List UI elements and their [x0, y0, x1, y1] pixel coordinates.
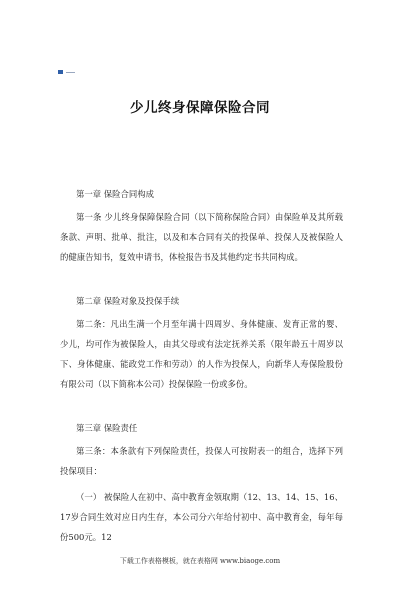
chapter-2-heading: 第二章 保险对象及投保手续 [76, 296, 180, 306]
article-3: 第三条：本条款有下列保险责任，投保人可按附表一的组合，选择下列投保项目： [60, 446, 343, 476]
chapter-3-heading: 第三章 保险责任 [76, 423, 138, 433]
article-1: 第一条 少儿终身保障保险合同（以下简称保险合同）由保险单及其所载条款、声明、批单、批注，以及和本合同有关的投保单、投保人及被保险人的健康告知书，复效申请书，体检报告书及其他约定书共同构成。 [60, 212, 343, 262]
chapter-1-heading: 第一章 保险合同构成 [76, 189, 155, 199]
page-footer: 下载工作表格模板，就在表格网 www.biaoge.com [119, 557, 281, 565]
clause-1: （一） 被保险人在初中、高中教育金领取期（12、13、14、15、16、17岁合同生效对应日内生存，本公司分六年给付初中、高中教育金，每年每份500元。12 [60, 492, 343, 542]
logo-line-icon [66, 72, 75, 73]
header-logo-mark [58, 70, 75, 74]
document-body [60, 188, 343, 547]
document-title: 少儿终身保障保险合同 [130, 100, 270, 116]
article-2: 第二条：凡出生满一个月至年满十四周岁、身体健康、发育正常的婴、少儿，均可作为被保险人，由其父母或有法定抚养关系（限年龄五十周岁以下、身体健康、能政党工作和劳动）的人作为投保人，向新华人寿保险股份有限公司（以下简称本公司）投保保险一份或多份。 [60, 319, 343, 389]
logo-square-icon [58, 70, 63, 74]
